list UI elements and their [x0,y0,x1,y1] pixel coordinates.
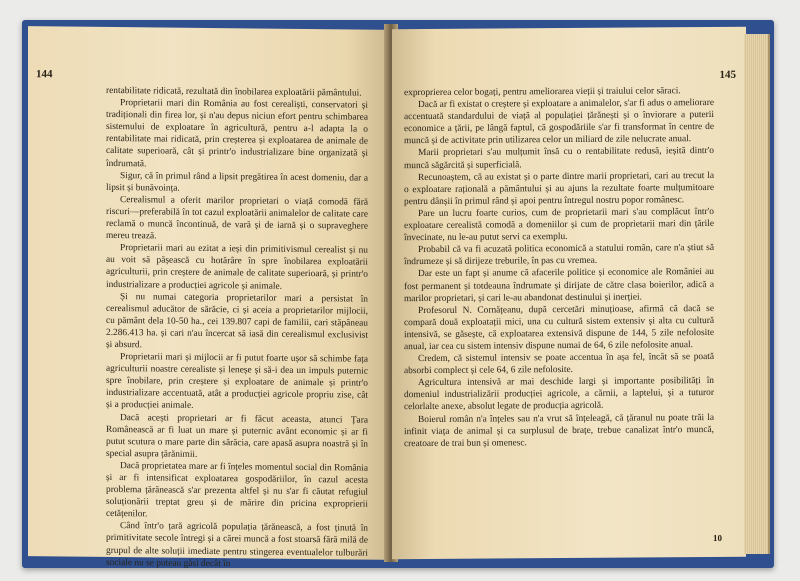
paragraph: Dar este un fapt și anume că afacerile politice și economice ale României au fost permanent și totdeauna îndrumate și dirijate de către clasa boierilor, adică a marilor proprietari, și cari le-au abandonat destinului și inerției. [404,267,714,304]
paragraph: Credem, că sistemul intensiv se poate accentua în așa fel, încât să se poată absorbi complect și cele 64, 6 zile nefolosite. [404,352,714,377]
left-page [28,26,390,569]
paragraph: rentabilitate ridicată, rezultată din înobilarea exploatării pământului. [106,85,362,99]
paragraph: Profesorul N. Cornățeanu, după cercetări minuțioase, afirmă că dacă se compară două exploatații mici, una cu cultură sistem extensiv și alta cu cultură intensivă, se găsește, că exploatarea extensivă dispune de 144, 5 zile nefolosite anual, iar cea cu sistem intensiv dispune numai de 64, 6 zile nefolosite anual. [404,303,714,353]
paragraph: exproprierea celor bogați, pentru ameliorarea vieții și traiului celor săraci. [404,86,681,99]
paragraph: Sigur, că în primul rând a lipsit pregătirea în acest domeniu, dar a lipsit și bunăvoința. [106,170,368,194]
paragraph: Când într'o țară agricolă populația țărănească, a fost ținută în primitivitate secole întregi și a cărei muncă a fost stoarsă fără milă de grupul de alte soluții imediate pentru stingerea eventualelor tulburări sociale nu se puteau găsi decât în [106,521,368,569]
paragraph: Probabil că va fi acuzată politica economică a statului român, care n'a știut să îndrumeze și să dirijeze treburile, în pas cu vremea. [404,243,714,268]
paragraph: Dacă proprietatea mare ar fi înțeles momentul social din România și ar fi intensificat exploatarea gospodăriilor, în cazul acesta problema țărănească s'ar prezenta altfel și nu s'ar fi căutat refugiul soluționării treptat greu și de mărire din pricina exproprierii cetățenilor. [106,460,368,520]
signature-mark: 10 [713,532,722,543]
left-page-text [106,85,368,571]
paragraph: Agricultura intensivă ar mai deschide largi și importante posibilități în domeniul industrializării producției agricole, a cărnii, a laptelui, și a tuturor celorlalte anexe, absolut legate de producția agricolă. [404,376,714,413]
right-page-text [404,85,714,450]
paragraph: Dacă ar fi existat o creștere și exploatare a animalelor, s'ar fi adus o ameliorare accentuată standardului de viață al populației țărănești și o înviorare a puterii economice a țării, pe lângă faptul, că gospodăriile s'ar fi transformat în centre de muncă și de activitate prin utilizarea celor un miliard de zile nelucrate anual. [404,98,714,147]
paragraph: Cerealismul a oferit marilor proprietari o viață comodă fără riscuri—preferabilă în tot cazul exploatării animalelor de calitate care reclamă o muncă încontinuă, de vară și de iarnă și o supraveghere mereu trează. [106,194,368,242]
page-edges [744,34,770,554]
paragraph: Și nu numai categoria proprietarilor mari a persistat în cerealismul aducător de sărăcie, ci și aceia a proprietarilor mijlocii, cu pământ dela 10-50 ha., cei 139.807 capi de familii, cari stăpâneau 2.286.413 ha. și cari n'au încercat să iasă din cerealismul exclusivist și absurd. [106,291,368,351]
left-page-number: 144 [36,68,53,81]
paragraph: Proprietarii mari din România au fost cerealiști, conservatori și tradiționali din firea lor, și n'au depus niciun efort pentru schimbarea sistemului de exploatare în agricultură, pentru a-l adapta la o rentabilitate mai ridicată, prin creșterea și exploatarea de animale de calitate superioară, cât și printr'o industrializare bine organizată și îndrumată. [106,98,368,169]
paragraph: Marii proprietari s'au mulțumit însă cu o rentabilitate redusă, ieșită dintr'o muncă săgărcită și superficială. [404,146,714,171]
paragraph: Recunoaștem, că au existat și o parte dintre marii proprietari, cari au trecut la o exploatare rațională a pământului și au ajuns la rezultate foarte mulțumitoare pentru dânșii în primul rând și apoi pentru întregul nostru popor românesc. [404,170,714,207]
paragraph: Pare un lucru foarte curios, cum de proprietarii mari s'au complăcut într'o exploatare cerealistă comodă a domeniilor și cum de proprietarii mari din țările învecinate, nu le-au putut servi ca exemplu. [404,206,714,244]
right-page-number: 145 [719,68,736,81]
paragraph: Proprietarii mari și mijlocii ar fi putut foarte ușor să schimbe fața agriculturii noastre cerealiste și leneșe și să-i dea un impuls puternic spre înobilare, prin creștere și exploatare de animale și printr'o industrializare accentuată, atât a producției agricole propriu zise, cât și a producției animale. [106,352,368,412]
paragraph: Dacă acești proprietari ar fi făcut aceasta, atunci Țara Românească ar fi luat un mare și puternic avânt economic și ar fi putut scutura o mare parte din sărăcia, care apasă asupra noastră și în special asupra țărănimii. [106,412,368,460]
right-page [392,27,746,559]
paragraph: Boierul român n'a înțeles sau n'a vrut să înțeleagă, că țăranul nu poate trăi la infinit viața de animal și ca surplusul de brațe, trebue canalizat într'o muncă, creatoare de trai bun și omenesc. [404,412,714,449]
paragraph: Proprietarii mari au ezitat a ieși din primitivismul cerealist și nu au voit să pășească cu hotărâre în spre înobilarea exploatării agriculturii, prin creștere de animale de calitate superioară, și printr'o industrializare a producției agricole și animale. [106,243,368,292]
